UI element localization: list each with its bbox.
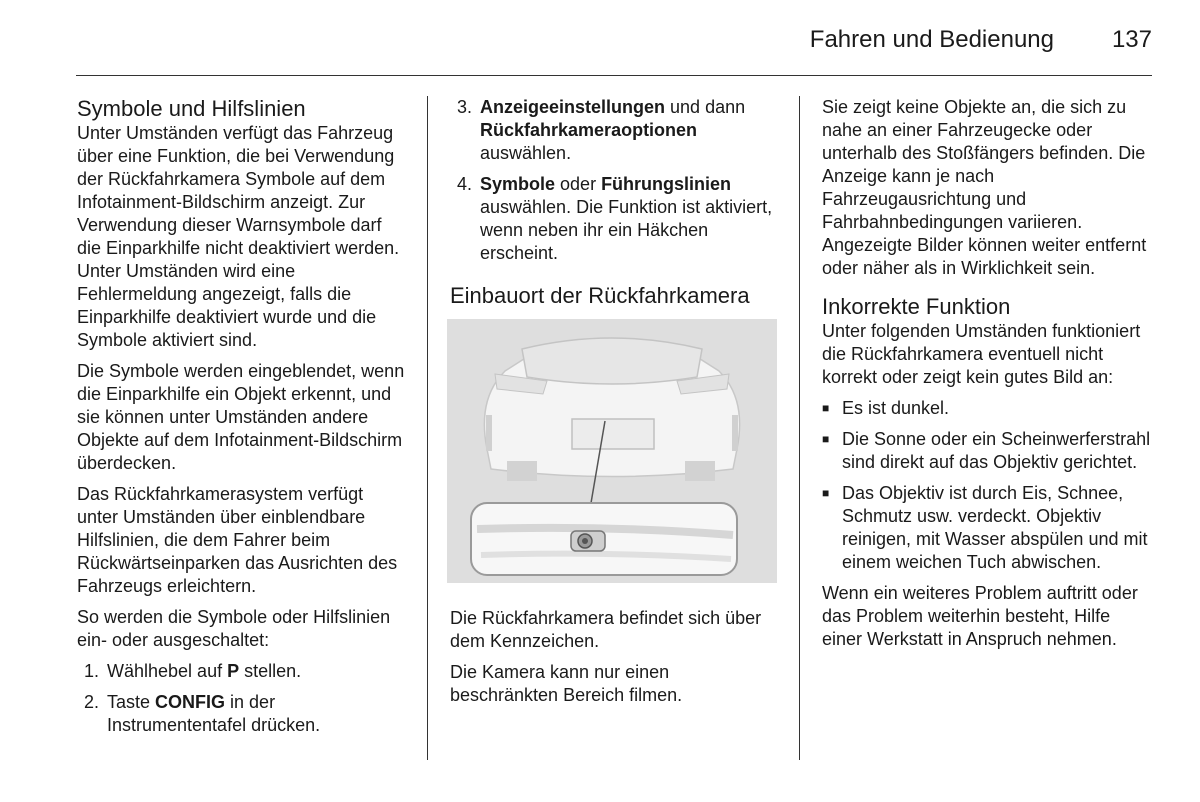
- paragraph: Das Rückfahrkamerasystem verfügt unter Umständen über einblendbare Hilfslinien, die dem Fahrer beim Rückwärtseinparken das Ausrichten des Fahrzeugs erleichtern.: [77, 484, 398, 596]
- step-number: 2.: [83, 692, 99, 712]
- step-2: [77, 691, 407, 737]
- step-text: Symbole oder Führungslinien auswählen. Die Funktion ist aktiviert, wenn neben ihr ein Häkchen erscheint.: [480, 174, 773, 263]
- step-text: Taste CONFIG in der Instrumententafel drücken.: [107, 692, 321, 735]
- step-number: 4.: [456, 174, 472, 194]
- bullet-icon: ■: [822, 432, 830, 446]
- paragraph: Unter folgenden Umständen funktioniert die Rückfahrkamera eventuell nicht korrekt oder zeigt kein gutes Bild an:: [822, 321, 1141, 387]
- paragraph: Unter Umständen verfügt das Fahrzeug über eine Funktion, die bei Verwendung der Rückfahrkamera Symbole auf dem Infotainment-Bildschirm anzeigt. Zur Verwendung dieser Warnsymbole darf die Einparkhilfe nicht deaktiviert werden. Unter Umständen wird eine Fehlermeldung angezeigt, falls die Einparkhilfe deaktiviert wurde und die Symbole aktiviert sind.: [77, 123, 400, 350]
- list-item: [822, 482, 1152, 574]
- step-keyword: CONFIG: [155, 692, 226, 712]
- step-3: [450, 96, 780, 165]
- step-text: Anzeigeeinstellungen und dann Rückfahrkameraoptionen auswählen.: [480, 97, 746, 163]
- column-2: [450, 96, 780, 715]
- step-text: Wählhebel auf P stellen.: [107, 661, 302, 681]
- list-item-text: Das Objektiv ist durch Eis, Schnee, Schmutz usw. verdeckt. Objektiv reinigen, mit Wasser abspülen und mit einem weichen Tuch abwischen.: [842, 483, 1148, 572]
- list-item: [822, 397, 1152, 420]
- paragraph: Die Kamera kann nur einen beschränkten Bereich filmen.: [450, 662, 683, 705]
- rear-camera-illustration: [447, 319, 777, 583]
- step-1: [77, 660, 407, 683]
- section-heading: Inkorrekte Funktion: [822, 294, 1011, 319]
- step-4: [450, 173, 780, 265]
- paragraph: So werden die Symbole oder Hilfslinien ein- oder ausgeschaltet:: [77, 607, 391, 650]
- bullet-icon: ■: [822, 486, 830, 500]
- column-divider-1: [427, 96, 428, 760]
- paragraph: Wenn ein weiteres Problem auftritt oder das Problem weiterhin besteht, Hilfe einer Werkstatt in Anspruch nehmen.: [822, 583, 1138, 649]
- paragraph: Die Symbole werden eingeblendet, wenn die Einparkhilfe ein Objekt erkennt, und sie können unter Umständen andere Objekte auf dem Infotainment-Bildschirm überdecken.: [77, 361, 405, 473]
- list-item: [822, 428, 1152, 474]
- column-1: [77, 96, 407, 745]
- list-item-text: Es ist dunkel.: [842, 398, 950, 418]
- paragraph: Sie zeigt keine Objekte an, die sich zu nahe an einer Fahrzeugecke oder unterhalb des Stoßfängers befinden. Die Anzeige kann je nach Fahrzeugausrichtung und Fahrbahnbedingungen variieren. Angezeigte Bilder können weiter entfernt oder näher als in Wirklichkeit sein.: [822, 97, 1147, 278]
- chapter-title: Fahren und Bedienung: [809, 26, 1054, 53]
- section-heading: Symbole und Hilfslinien: [77, 96, 306, 121]
- section-heading: Einbauort der Rückfahrkamera: [450, 283, 750, 308]
- step-keyword: P: [227, 661, 240, 681]
- column-divider-2: [799, 96, 800, 760]
- page-number: 137: [1111, 26, 1152, 53]
- paragraph: Die Rückfahrkamera befindet sich über dem Kennzeichen.: [450, 608, 762, 651]
- list-item-text: Die Sonne oder ein Scheinwerferstrahl sind direkt auf das Objektiv gerichtet.: [842, 429, 1151, 472]
- header-divider: [76, 75, 1152, 76]
- step-number: 3.: [456, 97, 472, 117]
- column-3: [822, 96, 1152, 659]
- bullet-icon: ■: [822, 401, 830, 415]
- step-number: 1.: [83, 661, 99, 681]
